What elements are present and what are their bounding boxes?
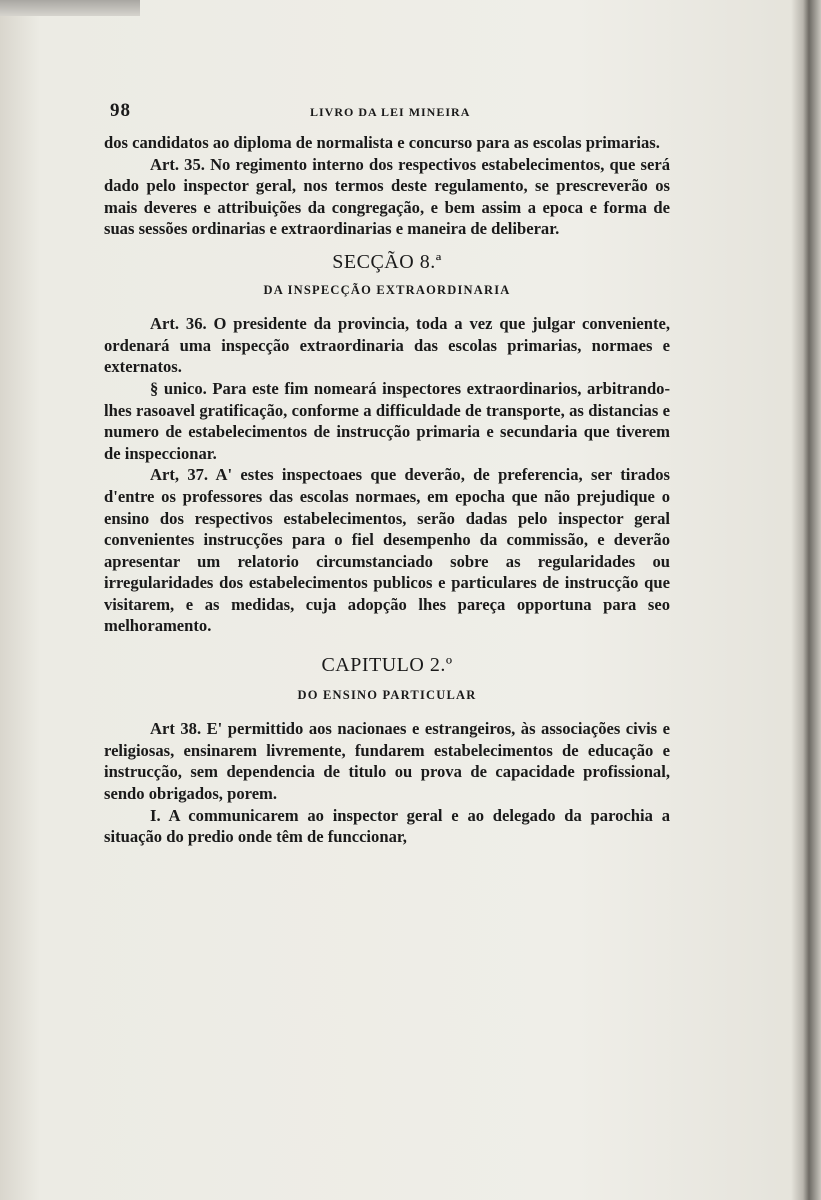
chapter-title: CAPITULO 2.º [321,654,453,677]
chapter-subtitle: DO ENSINO PARTICULAR [297,687,477,702]
page-number: 98 [110,100,131,121]
item-i: I. A communicarem ao inspector geral e ao delegado da parochia a situação do predio onde têm de funccionar, [104,805,670,847]
scan-shadow [0,0,140,16]
section-subtitle: DA INSPECÇÃO EXTRAORDINARIA [263,282,511,297]
page-body [104,132,670,848]
article-35: Art. 35. No regimento interno dos respectivos estabelecimentos, que será dado pelo inspector geral, nos termos deste regulamento, se prescreverão os mais deveres e attribuições da congregação, e bem assim a epoca e forma de suas sessões ordinarias e extraordinarias e maneira de deliberar. [104,154,670,239]
article-38: Art 38. E' permittido aos nacionaes e estrangeiros, às associações civis e religiosas, ensinarem livremente, fundarem estabelecimentos de educação e instrucção, sem dependencia de titulo ou prova de capacidade profissional, sendo obrigados, porem. [104,719,670,804]
article-36: Art. 36. O presidente da provincia, toda a vez que julgar conveniente, ordenará uma inspecção extraordinaria das escolas primarias, normaes e externatos. [104,314,670,377]
page-edge-shadow [791,0,821,1200]
article-37: Art, 37. A' estes inspectoaes que deverão, de preferencia, ser tirados d'entre os professores das escolas normaes, em epocha que não prejudique o ensino dos respectivos estabelecimentos, serão dadas pelo inspector geral convenientes instrucções para o fiel desempenho da commissão, e deverão apresentar um relatorio circumstanciado sobre as regularidades ou irregularidades dos estabelecimentos publicos e particulares de instrucção que visitarem, e as medidas, cuja adopção lhes pareça opportuna para seo melhoramento. [104,465,670,636]
section-title: SECÇÃO 8.ª [332,250,442,273]
running-head: LIVRO DA LEI MINEIRA [310,105,471,119]
page-header [110,100,670,124]
paragraph-continuation: dos candidatos ao diploma de normalista e concurso para as escolas primarias. [104,133,660,152]
paragraph-unico: § unico. Para este fim nomeará inspectores extraordinarios, arbitrando-lhes rasoavel gratificação, conforme a difficuldade de transporte, as distancias e numero de estabelecimentos de instrucção primaria e secundaria que tiverem de inspeccionar. [104,378,670,463]
